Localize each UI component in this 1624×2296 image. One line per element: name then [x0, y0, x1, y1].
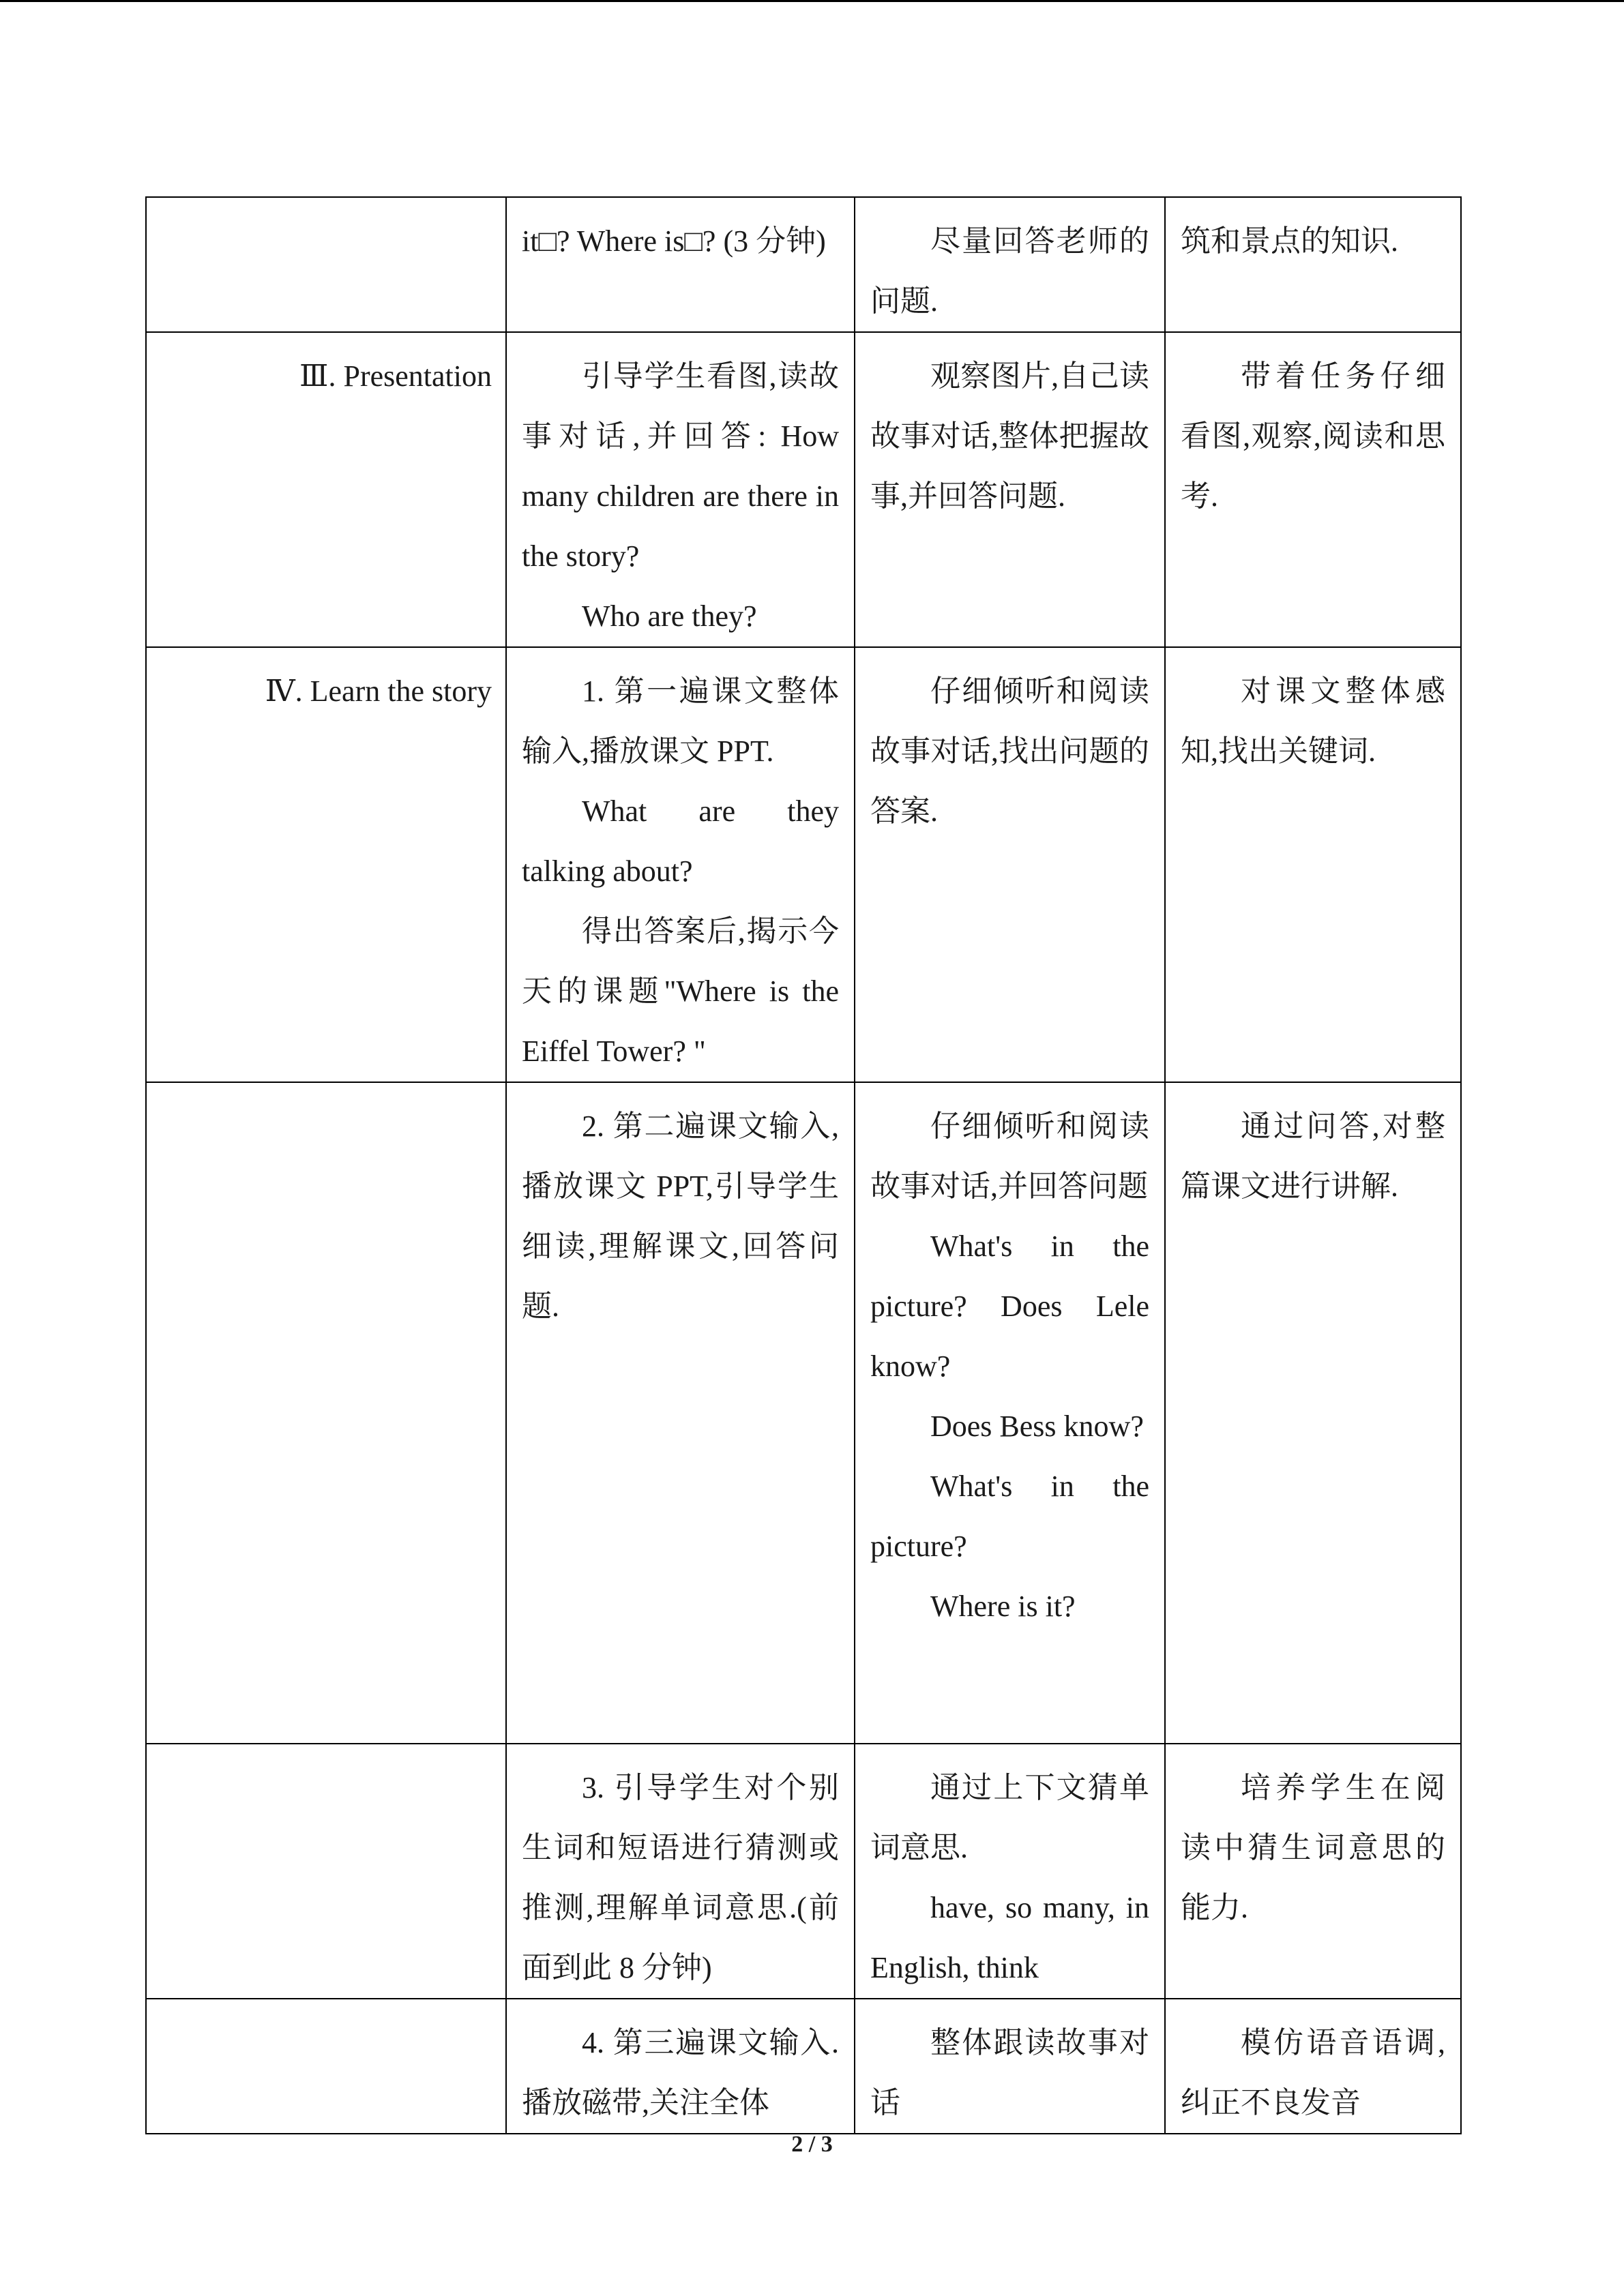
teacher-activity-cell — [506, 647, 855, 1082]
cell-text: 整体跟读故事对话 — [870, 2026, 1149, 2119]
stage-cell — [146, 1999, 506, 2134]
cell-text: 通过上下文猜单词意思. — [870, 1771, 1149, 1864]
cell-text: 筑和景点的知识. — [1181, 224, 1398, 258]
cell-text: Does Bess know? — [930, 1410, 1144, 1443]
cell-text: 通过问答,对整篇课文进行讲解. — [1181, 1109, 1445, 1203]
cell-text: 培养学生在阅读中猜生词意思的能力. — [1181, 1771, 1445, 1924]
cell-text: 带着任务仔细看图,观察,阅读和思考. — [1181, 359, 1445, 513]
purpose-cell — [1165, 1999, 1461, 2134]
cell-text: 尽量回答老师的问题. — [870, 224, 1149, 318]
student-activity-cell — [855, 197, 1165, 332]
stage-label: Ⅲ. Presentation — [299, 359, 492, 393]
cell-text: 1. 第一遍课文整体输入,播放课文 PPT. — [522, 674, 839, 768]
purpose-cell — [1165, 1082, 1461, 1744]
table-row — [146, 1082, 1461, 1744]
cell-text: What's in the picture? — [870, 1470, 1149, 1563]
cell-text: 3. 引导学生对个别生词和短语进行猜测或推测,理解单词意思.(前面到此 8 分钟) — [522, 1771, 839, 1984]
cell-text: 仔细倾听和阅读故事对话,找出问题的答案. — [870, 674, 1149, 828]
cell-text: What are they talking about? — [522, 794, 839, 888]
teacher-activity-cell — [506, 332, 855, 647]
table-row — [146, 197, 1461, 332]
stage-cell — [146, 332, 506, 647]
table-row — [146, 1999, 1461, 2134]
lesson-plan-table — [145, 196, 1462, 2134]
cell-text: 仔细倾听和阅读故事对话,并回答问题 — [870, 1109, 1149, 1203]
cell-text: Where is it? — [930, 1590, 1076, 1623]
student-activity-cell — [855, 647, 1165, 1082]
stage-label: Ⅳ. Learn the story — [265, 674, 492, 708]
table-row — [146, 1744, 1461, 1999]
purpose-cell — [1165, 1744, 1461, 1999]
student-activity-cell — [855, 1744, 1165, 1999]
cell-text: 2. 第二遍课文输入,播放课文 PPT,引导学生细读,理解课文,回答问题. — [522, 1109, 839, 1323]
teacher-activity-cell — [506, 1082, 855, 1744]
student-activity-cell — [855, 332, 1165, 647]
cell-text: have, so many, in English, think — [870, 1891, 1149, 1984]
top-border-line — [0, 0, 1624, 2]
purpose-cell — [1165, 332, 1461, 647]
cell-text: Who are they? — [582, 599, 757, 633]
table-row — [146, 332, 1461, 647]
cell-text: it□? Where is□? (3 分钟) — [522, 224, 826, 258]
teacher-activity-cell — [506, 1999, 855, 2134]
student-activity-cell — [855, 1082, 1165, 1744]
cell-text: What's in the picture? Does Lele know? — [870, 1229, 1149, 1383]
cell-text: 观察图片,自己读故事对话,整体把握故事,并回答问题. — [870, 359, 1149, 513]
stage-cell — [146, 647, 506, 1082]
student-activity-cell — [855, 1999, 1165, 2134]
stage-cell — [146, 1744, 506, 1999]
cell-text: 得出答案后,揭示今天的课题"Where is the Eiffel Tower? " — [522, 914, 839, 1068]
teacher-activity-cell — [506, 197, 855, 332]
table-row — [146, 647, 1461, 1082]
teacher-activity-cell — [506, 1744, 855, 1999]
stage-cell — [146, 197, 506, 332]
cell-text: 模仿语音语调,纠正不良发音 — [1181, 2026, 1445, 2119]
purpose-cell — [1165, 647, 1461, 1082]
purpose-cell — [1165, 197, 1461, 332]
cell-text: 对课文整体感知,找出关键词. — [1181, 674, 1445, 768]
cell-text: 引导学生看图,读故事对话,并回答: How many children are there in the story? — [522, 359, 839, 573]
stage-cell — [146, 1082, 506, 1744]
page-number: 2 / 3 — [791, 2132, 833, 2157]
cell-text: 4. 第三遍课文输入.播放磁带,关注全体 — [522, 2026, 839, 2119]
